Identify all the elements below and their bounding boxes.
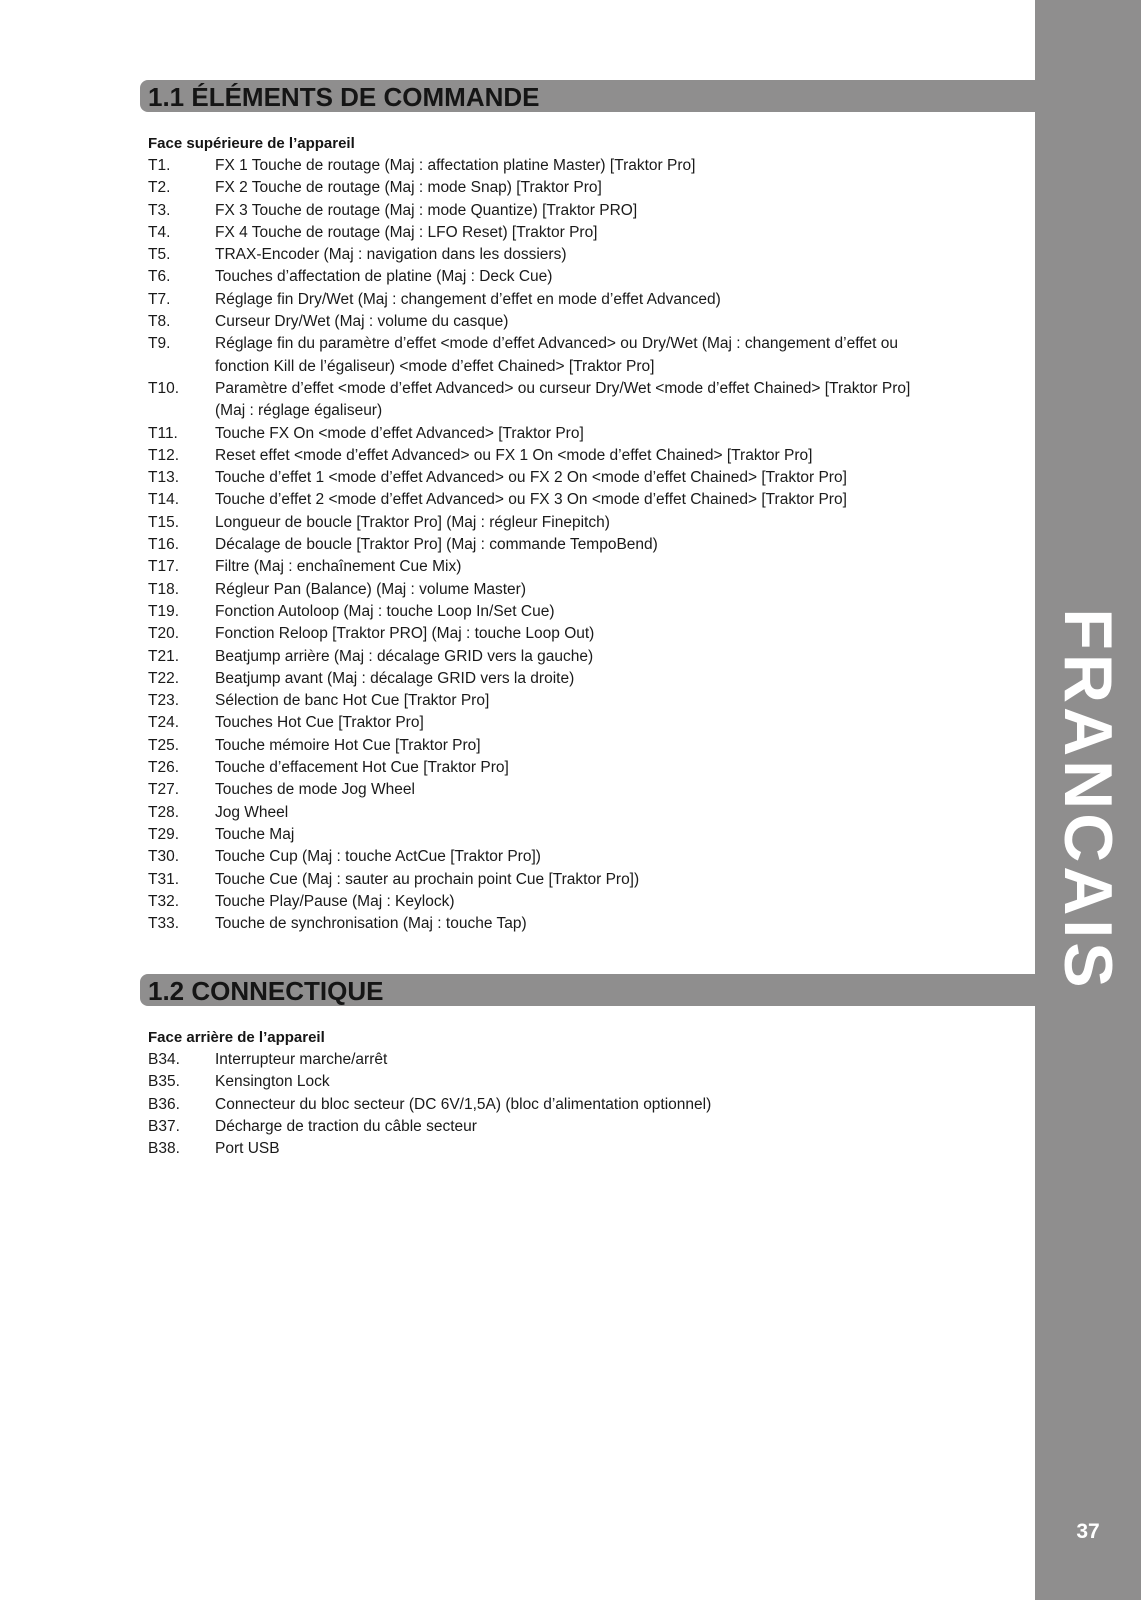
item-number: T22. <box>148 669 180 687</box>
list-item <box>148 757 928 779</box>
item-number: T33. <box>148 915 180 933</box>
item-number: T4. <box>148 223 171 241</box>
list-item <box>148 1071 928 1093</box>
list-item <box>148 378 928 423</box>
list-item <box>148 690 928 712</box>
item-text: Réglage fin Dry/Wet (Maj : changement d’effet en mode d’effet Advanced) <box>215 290 721 308</box>
item-text: FX 2 Touche de routage (Maj : mode Snap) [Traktor Pro] <box>215 179 602 197</box>
controls-list <box>148 155 928 935</box>
item-number: T3. <box>148 201 171 219</box>
list-item <box>148 601 928 623</box>
item-number: B34. <box>148 1051 180 1068</box>
item-text: Décharge de traction du câble secteur <box>215 1117 477 1135</box>
item-number: T6. <box>148 268 171 286</box>
item-text: Touche Cup (Maj : touche ActCue [Traktor Pro]) <box>215 848 541 866</box>
item-number: T19. <box>148 602 180 620</box>
language-label: FRANCAIS <box>1050 608 1126 992</box>
section-title: 1.2 CONNECTIQUE <box>148 976 384 1006</box>
item-number: B37. <box>148 1117 180 1135</box>
item-number: T13. <box>148 469 180 487</box>
item-text: Régleur Pan (Balance) (Maj : volume Master) <box>215 580 526 598</box>
item-number: T31. <box>148 870 180 888</box>
item-number: T21. <box>148 647 180 665</box>
list-item <box>148 266 928 288</box>
item-text: Connecteur du bloc secteur (DC 6V/1,5A) (bloc d’alimentation optionnel) <box>215 1095 712 1113</box>
list-item <box>148 489 928 511</box>
list-item <box>148 1116 928 1138</box>
item-number: T1. <box>148 157 171 174</box>
item-number: T14. <box>148 491 180 509</box>
item-number: T2. <box>148 179 171 197</box>
item-text: Touches Hot Cue [Traktor Pro] <box>215 714 424 732</box>
list-item <box>148 802 928 824</box>
item-text: Fonction Reloop [Traktor PRO] (Maj : touche Loop Out) <box>215 625 595 643</box>
item-text: Fonction Autoloop (Maj : touche Loop In/Set Cue) <box>215 602 555 620</box>
list-item <box>148 289 928 311</box>
item-text: Beatjump avant (Maj : décalage GRID vers la droite) <box>215 669 575 687</box>
item-text: Filtre (Maj : enchaînement Cue Mix) <box>215 558 462 576</box>
section-subtitle: Face arrière de l’appareil <box>148 1029 325 1046</box>
item-number: T7. <box>148 290 171 308</box>
list-item <box>148 556 928 578</box>
page-number: 37 <box>1076 1520 1100 1543</box>
item-text: Jog Wheel <box>215 803 289 821</box>
list-item <box>148 222 928 244</box>
list-item <box>148 668 928 690</box>
item-number: T23. <box>148 692 180 710</box>
item-text: Touche Cue (Maj : sauter au prochain point Cue [Traktor Pro]) <box>215 870 640 888</box>
list-item <box>148 512 928 534</box>
list-item <box>148 311 928 333</box>
item-number: T10. <box>148 379 180 397</box>
list-item <box>148 177 928 199</box>
list-item <box>148 155 928 177</box>
item-text: Touche mémoire Hot Cue [Traktor Pro] <box>215 736 481 754</box>
section-subtitle: Face supérieure de l’appareil <box>148 135 355 152</box>
item-text: Touche FX On <mode d’effet Advanced> [Traktor Pro] <box>215 424 584 442</box>
list-item <box>148 534 928 556</box>
list-item <box>148 579 928 601</box>
list-item <box>148 1049 928 1071</box>
connections-list <box>148 1049 928 1160</box>
item-text: Décalage de boucle [Traktor Pro] (Maj : commande TempoBend) <box>215 536 658 554</box>
item-text: FX 3 Touche de routage (Maj : mode Quantize) [Traktor PRO] <box>215 201 638 219</box>
list-item <box>148 333 928 378</box>
item-text: Touches d’affectation de platine (Maj : Deck Cue) <box>215 268 553 286</box>
item-number: T26. <box>148 759 180 777</box>
item-text: FX 4 Touche de routage (Maj : LFO Reset) [Traktor Pro] <box>215 223 598 241</box>
item-number: T27. <box>148 781 180 799</box>
item-text: Curseur Dry/Wet (Maj : volume du casque) <box>215 313 509 331</box>
item-number: T17. <box>148 558 180 576</box>
item-text: Touches de mode Jog Wheel <box>215 781 415 799</box>
section-title: 1.1 ÉLÉMENTS DE COMMANDE <box>148 82 540 112</box>
list-item <box>148 646 928 668</box>
item-number: B38. <box>148 1140 180 1158</box>
list-item <box>148 244 928 266</box>
item-number: T24. <box>148 714 180 732</box>
item-text: Touche de synchronisation (Maj : touche Tap) <box>215 915 527 933</box>
list-item <box>148 869 928 891</box>
list-item <box>148 891 928 913</box>
item-number: T11. <box>148 424 178 442</box>
item-text: Paramètre d’effet <mode d’effet Advanced> ou curseur Dry/Wet <mode d’effet Chained> [Traktor Pro] (Maj : réglage égaliseur) <box>215 379 911 420</box>
item-text: Touche d’effet 1 <mode d’effet Advanced> ou FX 2 On <mode d’effet Chained> [Traktor Pro] <box>215 469 847 487</box>
item-number: T20. <box>148 625 180 643</box>
item-number: T30. <box>148 848 180 866</box>
item-number: T28. <box>148 803 180 821</box>
item-text: Kensington Lock <box>215 1073 330 1091</box>
list-item <box>148 913 928 935</box>
list-item <box>148 445 928 467</box>
item-number: B36. <box>148 1095 180 1113</box>
item-text: Touche Play/Pause (Maj : Keylock) <box>215 892 455 910</box>
item-number: B35. <box>148 1073 180 1091</box>
item-text: Interrupteur marche/arrêt <box>215 1051 388 1068</box>
item-number: T15. <box>148 513 180 531</box>
item-text: Sélection de banc Hot Cue [Traktor Pro] <box>215 692 490 710</box>
section-header-controls <box>140 80 1035 112</box>
item-text: FX 1 Touche de routage (Maj : affectation platine Master) [Traktor Pro] <box>215 157 696 174</box>
item-number: T29. <box>148 825 180 843</box>
list-item <box>148 1094 928 1116</box>
item-number: T8. <box>148 313 171 331</box>
list-item <box>148 712 928 734</box>
list-item <box>148 467 928 489</box>
section-header-connections <box>140 974 1035 1006</box>
list-item <box>148 779 928 801</box>
item-text: TRAX-Encoder (Maj : navigation dans les dossiers) <box>215 246 567 264</box>
item-number: T9. <box>148 335 171 353</box>
item-text: Réglage fin du paramètre d’effet <mode d’effet Advanced> ou Dry/Wet (Maj : changement d’effet ou fonction Kill de l’égaliseur) <mode d’effet Chained> [Traktor Pro] <box>215 335 898 375</box>
item-text: Touche d’effacement Hot Cue [Traktor Pro] <box>215 759 509 777</box>
item-number: T32. <box>148 892 180 910</box>
item-text: Reset effet <mode d’effet Advanced> ou FX 1 On <mode d’effet Chained> [Traktor Pro] <box>215 446 813 464</box>
list-item <box>148 423 928 445</box>
item-number: T25. <box>148 736 180 754</box>
item-number: T18. <box>148 580 180 598</box>
item-text: Port USB <box>215 1140 280 1158</box>
item-text: Touche d’effet 2 <mode d’effet Advanced> ou FX 3 On <mode d’effet Chained> [Traktor Pro] <box>215 491 847 509</box>
item-text: Beatjump arrière (Maj : décalage GRID vers la gauche) <box>215 647 594 665</box>
item-number: T16. <box>148 536 180 554</box>
list-item <box>148 846 928 868</box>
list-item <box>148 1138 928 1160</box>
item-text: Longueur de boucle [Traktor Pro] (Maj : régleur Finepitch) <box>215 513 610 531</box>
list-item <box>148 824 928 846</box>
list-item <box>148 623 928 645</box>
list-item <box>148 735 928 757</box>
item-number: T12. <box>148 446 180 464</box>
item-number: T5. <box>148 246 171 264</box>
list-item <box>148 200 928 222</box>
item-text: Touche Maj <box>215 825 295 843</box>
